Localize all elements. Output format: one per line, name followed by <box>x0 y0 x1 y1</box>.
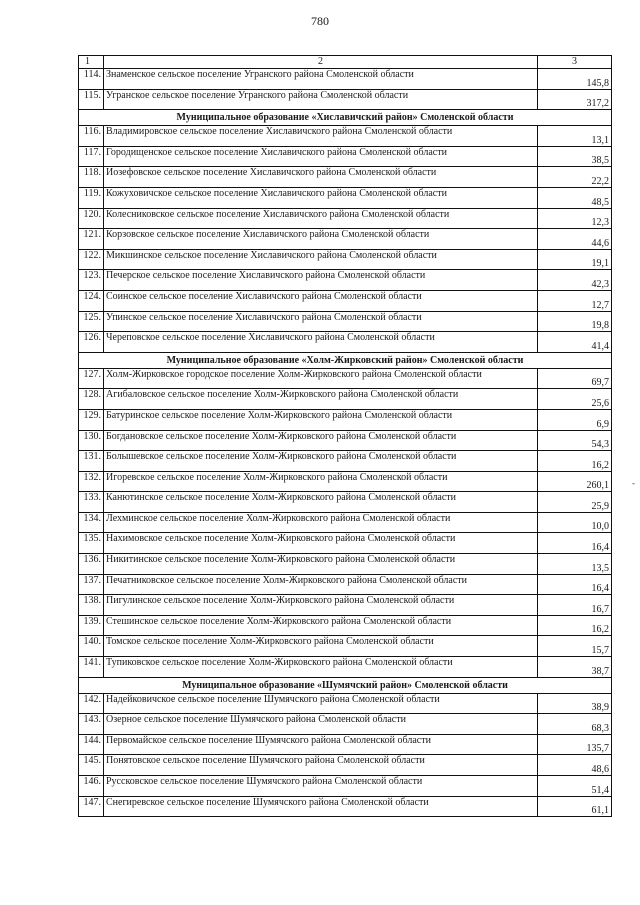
row-number: 145. <box>79 755 104 776</box>
row-number: 143. <box>79 714 104 735</box>
row-number: 133. <box>79 492 104 513</box>
allocation-table <box>78 55 612 817</box>
allocation-value: 22,2 <box>538 167 612 188</box>
row-number: 134. <box>79 512 104 533</box>
section-header-row <box>79 677 612 693</box>
allocation-value: 135,7 <box>538 734 612 755</box>
settlement-name: Владимировское сельское поселение Хиславичского района Смоленской области <box>104 126 538 147</box>
settlement-name: Снегиревское сельское поселение Шумячского района Смоленской области <box>104 796 538 817</box>
allocation-value: 13,5 <box>538 554 612 575</box>
allocation-value: 317,2 <box>538 89 612 110</box>
settlement-name: Канютинское сельское поселение Холм-Жирковского района Смоленской области <box>104 492 538 513</box>
allocation-value: 145,8 <box>538 69 612 90</box>
allocation-value: 38,5 <box>538 146 612 167</box>
scan-mark: - <box>632 478 635 488</box>
row-number: 123. <box>79 270 104 291</box>
table-row <box>79 776 612 797</box>
settlement-name: Руссковское сельское поселение Шумячского района Смоленской области <box>104 776 538 797</box>
row-number: 125. <box>79 311 104 332</box>
settlement-name: Болышевское сельское поселение Холм-Жирковского района Смоленской области <box>104 451 538 472</box>
row-number: 120. <box>79 208 104 229</box>
settlement-name: Тупиковское сельское поселение Холм-Жирковского района Смоленской области <box>104 657 538 678</box>
allocation-value: 42,3 <box>538 270 612 291</box>
table-row <box>79 332 612 353</box>
row-number: 121. <box>79 229 104 250</box>
row-number: 138. <box>79 595 104 616</box>
table-row <box>79 229 612 250</box>
table-row <box>79 512 612 533</box>
allocation-value: 25,6 <box>538 389 612 410</box>
allocation-value: 19,1 <box>538 249 612 270</box>
allocation-value: 38,9 <box>538 693 612 714</box>
allocation-value: 41,4 <box>538 332 612 353</box>
table-row <box>79 492 612 513</box>
table-row <box>79 636 612 657</box>
allocation-value: 12,3 <box>538 208 612 229</box>
table-row <box>79 311 612 332</box>
settlement-name: Понятовское сельское поселение Шумячского района Смоленской области <box>104 755 538 776</box>
table-row <box>79 208 612 229</box>
section-title: Муниципальное образование «Шумячский район» Смоленской области <box>79 677 612 693</box>
settlement-name: Иозефовское сельское поселение Хиславичского района Смоленской области <box>104 167 538 188</box>
allocation-value: 44,6 <box>538 229 612 250</box>
table-row <box>79 734 612 755</box>
table-row <box>79 554 612 575</box>
settlement-name: Кожуховичское сельское поселение Хиславичского района Смоленской области <box>104 187 538 208</box>
table-row <box>79 69 612 90</box>
allocation-value: 38,7 <box>538 657 612 678</box>
row-number: 135. <box>79 533 104 554</box>
row-number: 119. <box>79 187 104 208</box>
row-number: 116. <box>79 126 104 147</box>
settlement-name: Лехминское сельское поселение Холм-Жирковского района Смоленской области <box>104 512 538 533</box>
row-number: 127. <box>79 368 104 389</box>
allocation-value: 25,9 <box>538 492 612 513</box>
settlement-name: Печатниковское сельское поселение Холм-Жирковского района Смоленской области <box>104 574 538 595</box>
allocation-value: 16,4 <box>538 574 612 595</box>
table-row <box>79 389 612 410</box>
row-number: 136. <box>79 554 104 575</box>
allocation-value: 68,3 <box>538 714 612 735</box>
section-header-row <box>79 352 612 368</box>
row-number: 114. <box>79 69 104 90</box>
table-row <box>79 167 612 188</box>
row-number: 131. <box>79 451 104 472</box>
row-number: 146. <box>79 776 104 797</box>
column-header-value: 3 <box>538 56 612 69</box>
row-number: 115. <box>79 89 104 110</box>
row-number: 140. <box>79 636 104 657</box>
table-row <box>79 451 612 472</box>
settlement-name: Печерское сельское поселение Хиславичского района Смоленской области <box>104 270 538 291</box>
settlement-name: Микшинское сельское поселение Хиславичского района Смоленской области <box>104 249 538 270</box>
settlement-name: Колесниковское сельское поселение Хиславичского района Смоленской области <box>104 208 538 229</box>
table-row <box>79 430 612 451</box>
table-row <box>79 146 612 167</box>
allocation-value: 10,0 <box>538 512 612 533</box>
table-row <box>79 796 612 817</box>
settlement-name: Первомайское сельское поселение Шумячского района Смоленской области <box>104 734 538 755</box>
allocation-value: 13,1 <box>538 126 612 147</box>
row-number: 128. <box>79 389 104 410</box>
row-number: 118. <box>79 167 104 188</box>
row-number: 142. <box>79 693 104 714</box>
table-row <box>79 595 612 616</box>
settlement-name: Угранское сельское поселение Угранского района Смоленской области <box>104 89 538 110</box>
allocation-value: 16,4 <box>538 533 612 554</box>
allocation-value: 260,1 <box>538 471 612 492</box>
section-title: Муниципальное образование «Хиславичский район» Смоленской области <box>79 110 612 126</box>
settlement-name: Игоревское сельское поселение Холм-Жирковского района Смоленской области <box>104 471 538 492</box>
row-number: 129. <box>79 409 104 430</box>
allocation-value: 16,2 <box>538 615 612 636</box>
row-number: 144. <box>79 734 104 755</box>
table-row <box>79 270 612 291</box>
column-header-number: 1 <box>79 56 104 69</box>
settlement-name: Городищенское сельское поселение Хиславичского района Смоленской области <box>104 146 538 167</box>
row-number: 130. <box>79 430 104 451</box>
settlement-name: Знаменское сельское поселение Угранского района Смоленской области <box>104 69 538 90</box>
row-number: 126. <box>79 332 104 353</box>
table-row <box>79 249 612 270</box>
allocation-value: 54,3 <box>538 430 612 451</box>
allocation-value: 19,8 <box>538 311 612 332</box>
table-header-row <box>79 56 612 69</box>
allocation-value: 48,5 <box>538 187 612 208</box>
allocation-value: 16,2 <box>538 451 612 472</box>
allocation-value: 15,7 <box>538 636 612 657</box>
allocation-value: 61,1 <box>538 796 612 817</box>
column-header-name: 2 <box>104 56 538 69</box>
table-row <box>79 409 612 430</box>
table-row <box>79 693 612 714</box>
settlement-name: Соинское сельское поселение Хиславичского района Смоленской области <box>104 290 538 311</box>
row-number: 122. <box>79 249 104 270</box>
page-number: 780 <box>311 14 329 28</box>
table-body <box>79 56 612 817</box>
table-row <box>79 755 612 776</box>
settlement-name: Нахимовское сельское поселение Холм-Жирковского района Смоленской области <box>104 533 538 554</box>
row-number: 141. <box>79 657 104 678</box>
settlement-name: Стешинское сельское поселение Холм-Жирковского района Смоленской области <box>104 615 538 636</box>
allocation-value: 48,6 <box>538 755 612 776</box>
row-number: 147. <box>79 796 104 817</box>
table-row <box>79 126 612 147</box>
table-row <box>79 657 612 678</box>
table-row <box>79 368 612 389</box>
table-row <box>79 187 612 208</box>
settlement-name: Упинское сельское поселение Хиславичского района Смоленской области <box>104 311 538 332</box>
settlement-name: Никитинское сельское поселение Холм-Жирковского района Смоленской области <box>104 554 538 575</box>
settlement-name: Череповское сельское поселение Хиславичского района Смоленской области <box>104 332 538 353</box>
allocation-value: 16,7 <box>538 595 612 616</box>
settlement-name: Агибаловское сельское поселение Холм-Жирковского района Смоленской области <box>104 389 538 410</box>
allocation-value: 12,7 <box>538 290 612 311</box>
settlement-name: Надейковичское сельское поселение Шумячского района Смоленской области <box>104 693 538 714</box>
row-number: 139. <box>79 615 104 636</box>
table-row <box>79 574 612 595</box>
table-row <box>79 615 612 636</box>
settlement-name: Озерное сельское поселение Шумячского района Смоленской области <box>104 714 538 735</box>
table-row <box>79 714 612 735</box>
settlement-name: Пигулинское сельское поселение Холм-Жирковского района Смоленской области <box>104 595 538 616</box>
row-number: 117. <box>79 146 104 167</box>
allocation-value: 51,4 <box>538 776 612 797</box>
section-title: Муниципальное образование «Холм-Жирковский район» Смоленской области <box>79 352 612 368</box>
row-number: 132. <box>79 471 104 492</box>
settlement-name: Богдановское сельское поселение Холм-Жирковского района Смоленской области <box>104 430 538 451</box>
settlement-name: Холм-Жирковское городское поселение Холм-Жирковского района Смоленской области <box>104 368 538 389</box>
settlement-name: Корзовское сельское поселение Хиславичского района Смоленской области <box>104 229 538 250</box>
table-row <box>79 89 612 110</box>
table-row <box>79 533 612 554</box>
section-header-row <box>79 110 612 126</box>
row-number: 137. <box>79 574 104 595</box>
row-number: 124. <box>79 290 104 311</box>
table-row <box>79 290 612 311</box>
settlement-name: Томское сельское поселение Холм-Жирковского района Смоленской области <box>104 636 538 657</box>
allocation-value: 69,7 <box>538 368 612 389</box>
table-row <box>79 471 612 492</box>
settlement-name: Батуринское сельское поселение Холм-Жирковского района Смоленской области <box>104 409 538 430</box>
allocation-value: 6,9 <box>538 409 612 430</box>
